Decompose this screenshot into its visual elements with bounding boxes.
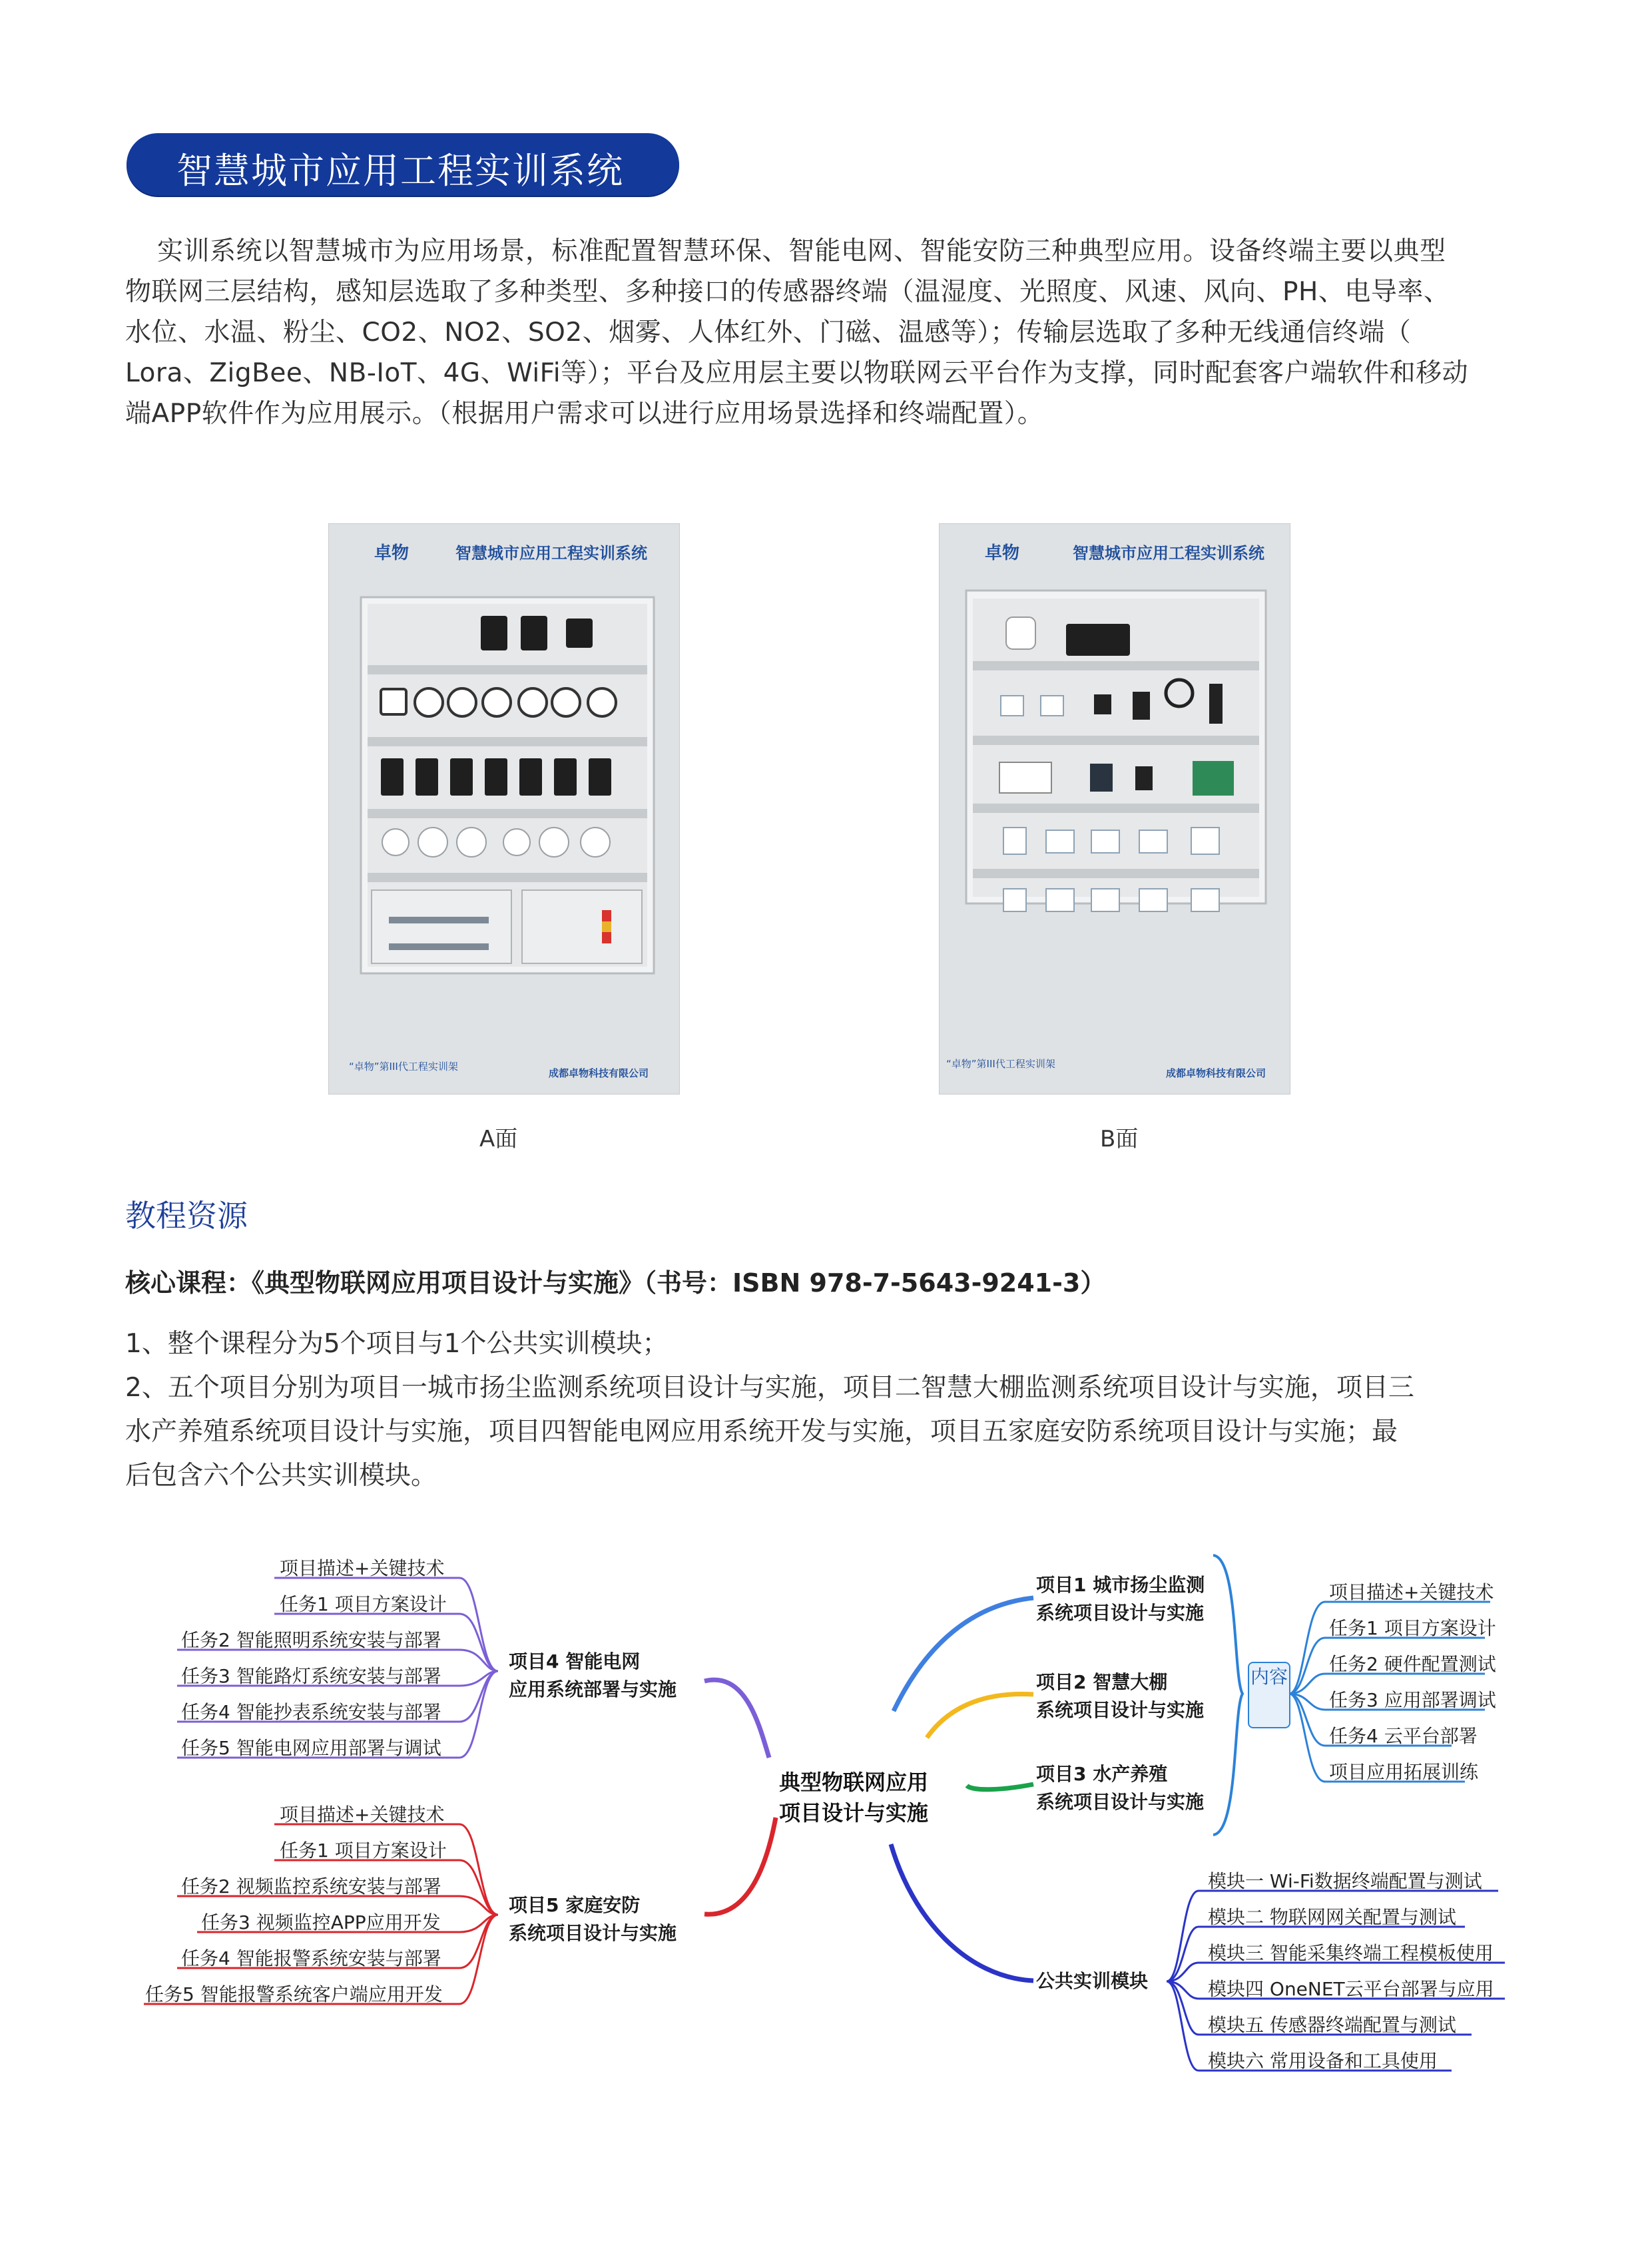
project5-item: 任务3 视频监控APP应用开发 xyxy=(201,1911,441,1933)
content-item: 任务3 应用部署调试 xyxy=(1329,1689,1496,1711)
project4-item: 项目描述+关键技术 xyxy=(280,1557,445,1579)
project4-title xyxy=(509,1648,677,1704)
intro-line: 物联网三层结构，感知层选取了多种类型、多种接口的传感器终端（温湿度、光照度、风速、风向、PH、电导率、 xyxy=(125,277,1450,307)
project5-item: 项目描述+关键技术 xyxy=(280,1804,445,1826)
list-item: 水产养殖系统项目设计与实施，项目四智能电网应用系统开发与实施，项目五家庭安防系统项目设计与实施；最 xyxy=(125,1417,1398,1447)
rack-title: 智慧城市应用工程实训系统 xyxy=(1073,543,1264,563)
rack-footer-left: “卓物”第III代工程实训架 xyxy=(349,1061,458,1073)
project3-title-line: 项目3 水产养殖 xyxy=(1036,1763,1168,1785)
branch-project3 xyxy=(967,1784,1033,1790)
content-item: 项目描述+关键技术 xyxy=(1329,1581,1494,1603)
project5-title-line: 项目5 家庭安防 xyxy=(509,1894,641,1916)
branch-project2 xyxy=(927,1694,1033,1738)
public-item: 模块三 智能采集终端工程模板使用 xyxy=(1208,1942,1494,1964)
project2-title xyxy=(1036,1668,1204,1724)
brand-logo: 卓物 xyxy=(374,543,410,563)
content-badge: 内容 xyxy=(1248,1662,1290,1728)
project4-title-line: 应用系统部署与实施 xyxy=(509,1678,677,1700)
project5-title-line: 系统项目设计与实施 xyxy=(509,1922,677,1944)
photo-caption-b: B面 xyxy=(1100,1126,1139,1152)
project1-title-line: 系统项目设计与实施 xyxy=(1036,1602,1205,1624)
branch-public xyxy=(891,1844,1033,1981)
public-item: 模块六 常用设备和工具使用 xyxy=(1208,2050,1438,2072)
list-item: 2、五个项目分别为项目一城市扬尘监测系统项目设计与实施，项目二智慧大棚监测系统项目设计与实施，项目三 xyxy=(125,1373,1414,1403)
project4-item: 任务3 智能路灯系统安装与部署 xyxy=(181,1665,441,1687)
project4-item: 任务5 智能电网应用部署与调试 xyxy=(181,1737,441,1759)
core-course: 核心课程：《典型物联网应用项目设计与实施》（书号：ISBN 978-7-5643-9241-3） xyxy=(125,1268,1106,1298)
section-title: 教程资源 xyxy=(125,1198,248,1234)
content-item: 任务2 硬件配置测试 xyxy=(1329,1653,1496,1675)
rack-footer-right: 成都卓物科技有限公司 xyxy=(1166,1067,1266,1079)
branch-project4 xyxy=(704,1680,769,1758)
project4-item: 任务4 智能抄表系统安装与部署 xyxy=(181,1701,441,1723)
content-item: 任务4 云平台部署 xyxy=(1329,1725,1478,1747)
center-line: 典型物联网应用 xyxy=(779,1770,929,1795)
project5-item: 任务1 项目方案设计 xyxy=(280,1840,447,1862)
project5-item: 任务2 视频监控系统安装与部署 xyxy=(181,1875,441,1897)
public-item: 模块一 Wi-Fi数据终端配置与测试 xyxy=(1208,1870,1482,1892)
rack-footer-left: “卓物”第III代工程实训架 xyxy=(946,1058,1055,1070)
public-item: 模块五 传感器终端配置与测试 xyxy=(1208,2014,1456,2036)
rack-footer-right: 成都卓物科技有限公司 xyxy=(549,1067,649,1079)
project4-title-line: 项目4 智能电网 xyxy=(509,1650,641,1672)
project4-item: 任务1 项目方案设计 xyxy=(280,1593,447,1615)
project5-item: 任务4 智能报警系统安装与部署 xyxy=(181,1947,441,1969)
public-item: 模块四 OneNET云平台部署与应用 xyxy=(1208,1978,1494,2000)
project3-title-line: 系统项目设计与实施 xyxy=(1036,1791,1205,1813)
intro-line: 端APP软件作为应用展示。（根据用户需求可以进行应用场景选择和终端配置）。 xyxy=(125,399,1044,429)
project1-title xyxy=(1036,1571,1205,1627)
list-item: 1、整个课程分为5个项目与1个公共实训模块； xyxy=(125,1329,669,1359)
mindmap-center xyxy=(779,1767,928,1828)
header-title: 智慧城市应用工程实训系统 xyxy=(176,150,624,192)
project5-title xyxy=(509,1891,677,1947)
intro-line: 实训系统以智慧城市为应用场景，标准配置智慧环保、智能电网、智能安防三种典型应用。设备终端主要以典型 xyxy=(157,236,1446,266)
public-item: 模块二 物联网网关配置与测试 xyxy=(1208,1906,1456,1928)
intro-line: Lora、ZigBee、NB-IoT、4G、WiFi等）；平台及应用层主要以物联网云平台作为支撑，同时配套客户端软件和移动 xyxy=(125,358,1469,388)
project2-title-line: 项目2 智慧大棚 xyxy=(1036,1671,1168,1693)
list-item: 后包含六个公共实训模块。 xyxy=(125,1461,437,1491)
content-bracket xyxy=(1213,1555,1242,1835)
brand-logo: 卓物 xyxy=(985,543,1020,563)
project5-item: 任务5 智能报警系统客户端应用开发 xyxy=(145,1983,443,2005)
project3-title xyxy=(1036,1760,1204,1816)
project2-title-line: 系统项目设计与实施 xyxy=(1036,1699,1205,1721)
project4-item: 任务2 智能照明系统安装与部署 xyxy=(181,1629,441,1651)
branch-project5 xyxy=(704,1818,776,1914)
public-module-title: 公共实训模块 xyxy=(1036,1970,1149,1992)
content-item: 任务1 项目方案设计 xyxy=(1329,1617,1496,1639)
content-item: 项目应用拓展训练 xyxy=(1329,1761,1479,1783)
photo-caption-a: A面 xyxy=(479,1126,518,1152)
rack-title: 智慧城市应用工程实训系统 xyxy=(455,543,647,563)
intro-line: 水位、水温、粉尘、CO2、NO2、SO2、烟雾、人体红外、门磁、温感等）；传输层选取了多种无线通信终端（ xyxy=(125,318,1412,348)
project1-title-line: 项目1 城市扬尘监测 xyxy=(1036,1574,1205,1596)
center-line: 项目设计与实施 xyxy=(779,1800,929,1826)
